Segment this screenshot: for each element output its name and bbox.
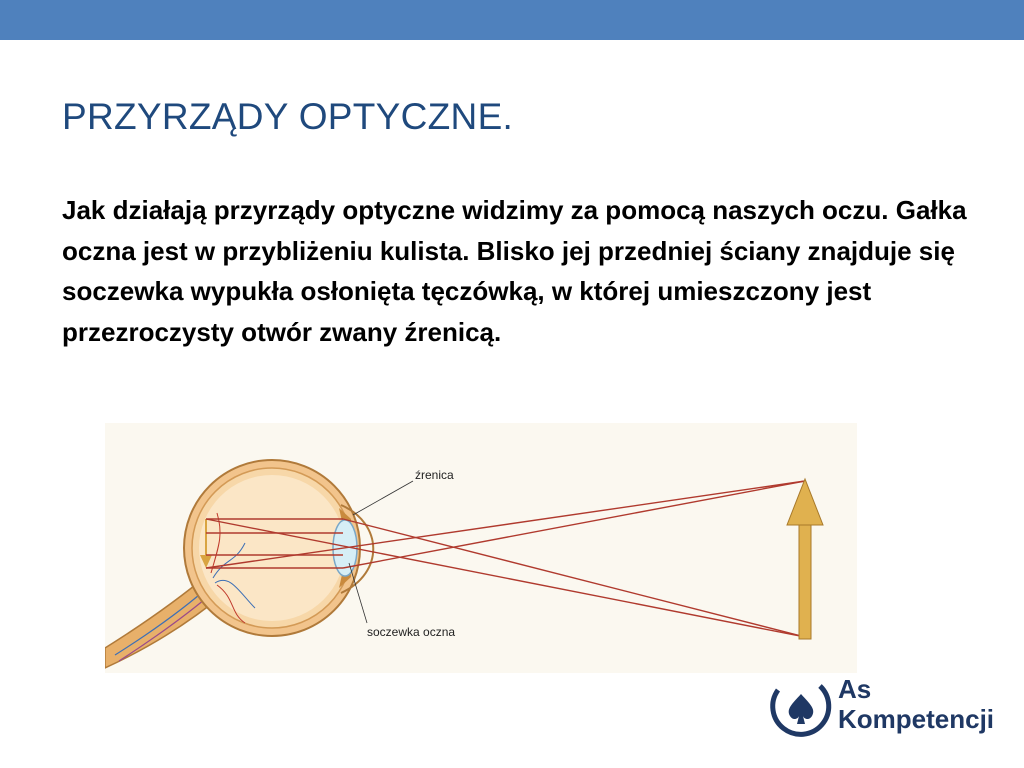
top-bar <box>0 0 1024 40</box>
slide-title: PRZYRZĄDY OPTYCZNE. <box>62 96 514 137</box>
label-pupil: źrenica <box>415 468 454 482</box>
company-logo <box>768 674 1008 746</box>
spade-icon <box>789 694 814 724</box>
slide-paragraph: Jak działają przyrządy optyczne widzimy za pomocą naszych oczu. Gałka oczna jest w przybliżeniu kulista. Blisko jej przedniej ściany znajduje się soczewka wypukła osłonięta tęczówką, w której umieszczony jest przezroczysty otwór zwany źrenicą. <box>62 195 967 347</box>
logo-line2: Kompetencji <box>838 704 995 734</box>
logo-line1: As <box>838 674 872 704</box>
eye-diagram <box>105 423 857 673</box>
label-lens: soczewka oczna <box>367 625 456 639</box>
object-arrow-shaft <box>799 523 811 639</box>
